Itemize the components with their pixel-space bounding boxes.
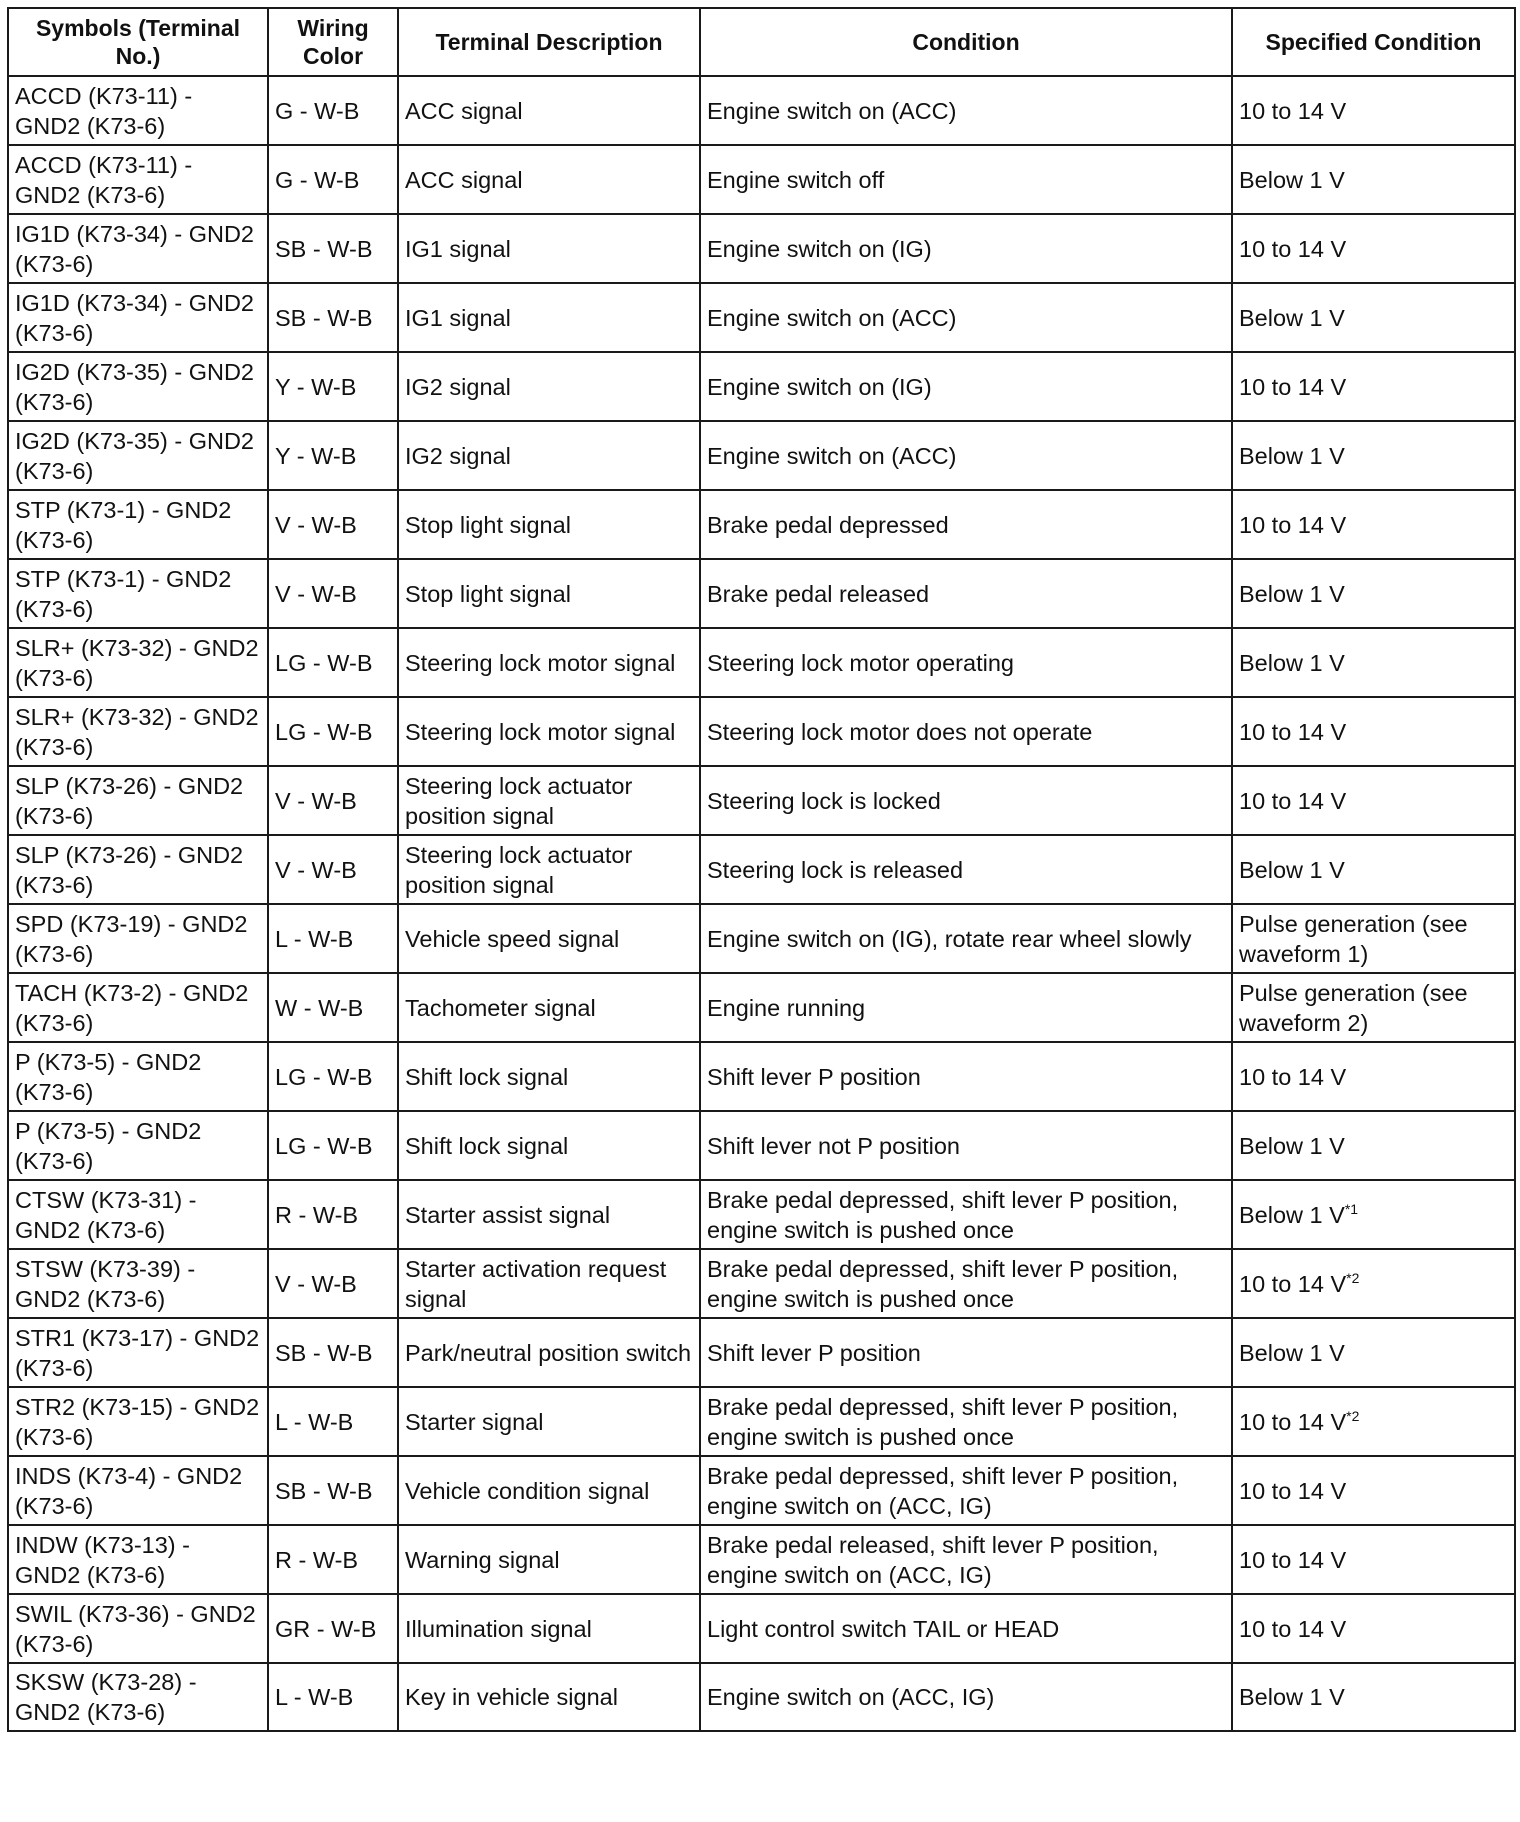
footnote-marker: *2 [1346, 1269, 1360, 1286]
cell-terminal-description-text: Illumination signal [405, 1615, 592, 1642]
cell-condition-text: Steering lock is locked [707, 787, 941, 814]
cell-symbol-text: INDW (K73-13) - GND2 (K73-6) [15, 1531, 190, 1588]
table-row [8, 1042, 1515, 1111]
cell-specified-condition-text: 10 to 14 V [1239, 1546, 1347, 1573]
cell-symbol-text: P (K73-5) - GND2 (K73-6) [15, 1048, 202, 1105]
header-wiring-color: Wiring Color [268, 8, 398, 76]
cell-condition [700, 214, 1232, 283]
cell-specified-condition-text: 10 to 14 V [1239, 718, 1347, 745]
cell-condition-text: Engine switch on (IG) [707, 373, 932, 400]
cell-symbol [8, 1249, 268, 1318]
cell-wiring-color [268, 1456, 398, 1525]
cell-condition-text: Engine switch on (IG) [707, 235, 932, 262]
cell-terminal-description-text: Stop light signal [405, 511, 571, 538]
cell-specified-condition-text: 10 to 14 V [1239, 787, 1347, 814]
cell-symbol-text: SPD (K73-19) - GND2 (K73-6) [15, 910, 248, 967]
footnote-marker: *1 [1344, 1200, 1359, 1217]
cell-terminal-description [398, 490, 700, 559]
cell-specified-condition [1232, 1111, 1515, 1180]
table-row [8, 352, 1515, 421]
header-condition: Condition [700, 8, 1232, 76]
cell-wiring-color [268, 283, 398, 352]
cell-symbol [8, 1318, 268, 1387]
cell-symbol-text: SLP (K73-26) - GND2 (K73-6) [15, 841, 244, 898]
cell-terminal-description-text: Steering lock motor signal [405, 718, 676, 745]
cell-specified-condition [1232, 835, 1515, 904]
cell-symbol-text: IG2D (K73-35) - GND2 (K73-6) [15, 427, 254, 484]
cell-terminal-description-text: Shift lock signal [405, 1132, 569, 1159]
table-body [8, 76, 1515, 1731]
cell-wiring-color [268, 421, 398, 490]
cell-condition-text: Brake pedal released [707, 580, 930, 607]
cell-wiring-color [268, 1387, 398, 1456]
table-row [8, 559, 1515, 628]
cell-condition [700, 1663, 1232, 1731]
table-row [8, 766, 1515, 835]
cell-terminal-description [398, 1180, 700, 1249]
cell-wiring-color-text: L - W-B [275, 925, 354, 952]
cell-terminal-description [398, 1594, 700, 1663]
cell-wiring-color [268, 1180, 398, 1249]
cell-wiring-color [268, 835, 398, 904]
cell-condition-text: Light control switch TAIL or HEAD [707, 1615, 1060, 1642]
table-row [8, 973, 1515, 1042]
cell-condition-text: Engine switch on (ACC) [707, 442, 957, 469]
table-row [8, 1525, 1515, 1594]
cell-specified-condition-text: 10 to 14 V [1239, 373, 1347, 400]
cell-wiring-color [268, 490, 398, 559]
cell-condition [700, 421, 1232, 490]
cell-condition [700, 145, 1232, 214]
cell-symbol [8, 421, 268, 490]
cell-terminal-description-text: IG2 signal [405, 442, 511, 469]
cell-symbol [8, 283, 268, 352]
cell-condition [700, 766, 1232, 835]
cell-condition [700, 835, 1232, 904]
cell-terminal-description-text: Steering lock actuator position signal [405, 841, 633, 898]
cell-symbol [8, 973, 268, 1042]
cell-specified-condition [1232, 421, 1515, 490]
cell-terminal-description [398, 835, 700, 904]
cell-condition-text: Shift lever P position [707, 1063, 921, 1090]
cell-symbol [8, 1594, 268, 1663]
cell-specified-condition-text: Below 1 V [1239, 856, 1345, 883]
cell-symbol [8, 628, 268, 697]
header-specified-condition: Specified Condition [1232, 8, 1515, 76]
cell-wiring-color [268, 973, 398, 1042]
cell-terminal-description [398, 1456, 700, 1525]
cell-specified-condition [1232, 1456, 1515, 1525]
cell-wiring-color-text: SB - W-B [275, 304, 373, 331]
table-row [8, 1180, 1515, 1249]
cell-wiring-color-text: LG - W-B [275, 1063, 373, 1090]
cell-symbol [8, 1663, 268, 1731]
cell-specified-condition [1232, 1387, 1515, 1456]
cell-terminal-description [398, 628, 700, 697]
cell-terminal-description-text: Park/neutral position switch [405, 1339, 692, 1366]
cell-symbol-text: TACH (K73-2) - GND2 (K73-6) [15, 979, 249, 1036]
cell-symbol-text: ACCD (K73-11) - GND2 (K73-6) [15, 82, 193, 139]
cell-specified-condition-text: Below 1 V [1239, 580, 1345, 607]
cell-terminal-description [398, 559, 700, 628]
cell-terminal-description [398, 214, 700, 283]
cell-condition-text: Engine running [707, 994, 866, 1021]
cell-terminal-description [398, 697, 700, 766]
cell-wiring-color-text: GR - W-B [275, 1615, 377, 1642]
cell-terminal-description-text: Steering lock actuator position signal [405, 772, 633, 829]
cell-terminal-description-text: Vehicle condition signal [405, 1477, 650, 1504]
cell-wiring-color [268, 1249, 398, 1318]
cell-terminal-description [398, 145, 700, 214]
cell-wiring-color [268, 559, 398, 628]
cell-wiring-color [268, 766, 398, 835]
cell-wiring-color-text: V - W-B [275, 856, 357, 883]
cell-symbol-text: IG1D (K73-34) - GND2 (K73-6) [15, 289, 254, 346]
cell-specified-condition-text: Below 1 V [1239, 1201, 1345, 1228]
cell-specified-condition-text: 10 to 14 V [1239, 97, 1347, 124]
cell-terminal-description-text: Stop light signal [405, 580, 571, 607]
cell-terminal-description [398, 283, 700, 352]
cell-wiring-color-text: LG - W-B [275, 1132, 373, 1159]
cell-symbol [8, 904, 268, 973]
table-row [8, 1318, 1515, 1387]
cell-condition-text: Shift lever P position [707, 1339, 921, 1366]
table-row [8, 214, 1515, 283]
cell-wiring-color [268, 214, 398, 283]
cell-wiring-color [268, 697, 398, 766]
cell-condition-text: Brake pedal depressed [707, 511, 949, 538]
table-row [8, 283, 1515, 352]
cell-terminal-description-text: IG1 signal [405, 235, 511, 262]
cell-symbol-text: P (K73-5) - GND2 (K73-6) [15, 1117, 202, 1174]
footnote-marker: *2 [1346, 1407, 1360, 1424]
cell-condition [700, 490, 1232, 559]
cell-symbol [8, 1525, 268, 1594]
cell-terminal-description-text: Starter activation request signal [405, 1255, 667, 1312]
cell-condition [700, 697, 1232, 766]
cell-specified-condition [1232, 1525, 1515, 1594]
cell-wiring-color-text: R - W-B [275, 1546, 359, 1573]
cell-specified-condition-text: Pulse generation (see waveform 1) [1239, 910, 1468, 967]
cell-terminal-description-text: Warning signal [405, 1546, 560, 1573]
cell-specified-condition [1232, 766, 1515, 835]
cell-condition-text: Steering lock motor does not operate [707, 718, 1093, 745]
cell-symbol-text: STR1 (K73-17) - GND2 (K73-6) [15, 1324, 260, 1381]
cell-specified-condition-text: Below 1 V [1239, 166, 1345, 193]
cell-wiring-color-text: V - W-B [275, 787, 357, 814]
cell-terminal-description-text: ACC signal [405, 97, 523, 124]
cell-specified-condition [1232, 1318, 1515, 1387]
cell-condition [700, 1042, 1232, 1111]
cell-specified-condition-text: Below 1 V [1239, 442, 1345, 469]
cell-specified-condition-text: 10 to 14 V [1239, 1615, 1347, 1642]
cell-condition [700, 1180, 1232, 1249]
cell-terminal-description-text: ACC signal [405, 166, 523, 193]
cell-specified-condition [1232, 628, 1515, 697]
cell-specified-condition [1232, 76, 1515, 145]
cell-wiring-color [268, 76, 398, 145]
cell-specified-condition-text: Below 1 V [1239, 1684, 1345, 1710]
cell-symbol-text: STSW (K73-39) - GND2 (K73-6) [15, 1255, 196, 1312]
cell-terminal-description [398, 1042, 700, 1111]
cell-wiring-color-text: G - W-B [275, 97, 360, 124]
cell-condition [700, 559, 1232, 628]
cell-wiring-color-text: G - W-B [275, 166, 360, 193]
cell-wiring-color [268, 145, 398, 214]
cell-specified-condition-text: 10 to 14 V [1239, 1477, 1347, 1504]
table-row [8, 697, 1515, 766]
cell-terminal-description-text: Starter assist signal [405, 1201, 611, 1228]
cell-symbol [8, 1111, 268, 1180]
cell-specified-condition-text: Below 1 V [1239, 1132, 1345, 1159]
cell-terminal-description-text: Steering lock motor signal [405, 649, 676, 676]
cell-terminal-description-text: Vehicle speed signal [405, 925, 620, 952]
cell-terminal-description [398, 352, 700, 421]
cell-specified-condition-text: Pulse generation (see waveform 2) [1239, 979, 1468, 1036]
cell-symbol-text: ACCD (K73-11) - GND2 (K73-6) [15, 151, 193, 208]
cell-wiring-color [268, 1525, 398, 1594]
cell-terminal-description [398, 904, 700, 973]
cell-symbol [8, 559, 268, 628]
cell-terminal-description [398, 1111, 700, 1180]
table-row [8, 835, 1515, 904]
cell-condition-text: Engine switch off [707, 166, 885, 193]
cell-condition [700, 1387, 1232, 1456]
table-row [8, 490, 1515, 559]
cell-specified-condition-text: Below 1 V [1239, 304, 1345, 331]
cell-condition [700, 76, 1232, 145]
cell-terminal-description [398, 76, 700, 145]
cell-wiring-color-text: V - W-B [275, 580, 357, 607]
cell-specified-condition [1232, 1180, 1515, 1249]
cell-wiring-color [268, 1111, 398, 1180]
cell-wiring-color-text: SB - W-B [275, 235, 373, 262]
cell-wiring-color-text: SB - W-B [275, 1339, 373, 1366]
terminal-spec-table [7, 7, 1516, 1732]
cell-symbol [8, 835, 268, 904]
cell-specified-condition-text: 10 to 14 V [1239, 1270, 1347, 1297]
cell-wiring-color-text: Y - W-B [275, 442, 357, 469]
table-row [8, 1249, 1515, 1318]
cell-specified-condition [1232, 973, 1515, 1042]
cell-condition [700, 1318, 1232, 1387]
cell-symbol-text: STP (K73-1) - GND2 (K73-6) [15, 565, 232, 622]
cell-terminal-description [398, 1249, 700, 1318]
cell-condition-text: Engine switch on (IG), rotate rear wheel slowly [707, 925, 1192, 952]
cell-wiring-color-text: LG - W-B [275, 718, 373, 745]
cell-condition [700, 352, 1232, 421]
cell-symbol-text: INDS (K73-4) - GND2 (K73-6) [15, 1462, 243, 1519]
table-row [8, 421, 1515, 490]
cell-wiring-color [268, 628, 398, 697]
cell-condition [700, 1594, 1232, 1663]
cell-terminal-description-text: Tachometer signal [405, 994, 596, 1021]
cell-wiring-color-text: L - W-B [275, 1684, 354, 1710]
table-row [8, 904, 1515, 973]
cell-wiring-color [268, 1318, 398, 1387]
cell-symbol [8, 766, 268, 835]
cell-condition-text: Steering lock motor operating [707, 649, 1014, 676]
cell-specified-condition [1232, 697, 1515, 766]
cell-symbol-text: SLP (K73-26) - GND2 (K73-6) [15, 772, 244, 829]
cell-condition-text: Engine switch on (ACC) [707, 304, 957, 331]
table-row [8, 76, 1515, 145]
cell-specified-condition [1232, 904, 1515, 973]
cell-wiring-color [268, 352, 398, 421]
cell-symbol [8, 490, 268, 559]
table-row [8, 1387, 1515, 1456]
cell-terminal-description [398, 1318, 700, 1387]
cell-specified-condition-text: Below 1 V [1239, 1339, 1345, 1366]
cell-condition [700, 1525, 1232, 1594]
cell-terminal-description [398, 766, 700, 835]
cell-wiring-color-text: SB - W-B [275, 1477, 373, 1504]
cell-condition-text: Engine switch on (ACC, IG) [707, 1684, 995, 1710]
cell-wiring-color-text: R - W-B [275, 1201, 359, 1228]
cell-specified-condition [1232, 559, 1515, 628]
cell-condition-text: Brake pedal depressed, shift lever P position, engine switch is pushed once [707, 1186, 1179, 1243]
cell-condition [700, 1249, 1232, 1318]
cell-specified-condition [1232, 352, 1515, 421]
cell-terminal-description [398, 1387, 700, 1456]
table-row [8, 628, 1515, 697]
cell-symbol-text: STR2 (K73-15) - GND2 (K73-6) [15, 1393, 260, 1450]
cell-terminal-description-text: Starter signal [405, 1408, 544, 1435]
cell-symbol-text: SKSW (K73-28) - GND2 (K73-6) [15, 1669, 197, 1725]
cell-symbol-text: IG2D (K73-35) - GND2 (K73-6) [15, 358, 254, 415]
cell-symbol [8, 1042, 268, 1111]
cell-symbol [8, 1456, 268, 1525]
cell-specified-condition [1232, 145, 1515, 214]
cell-wiring-color-text: V - W-B [275, 511, 357, 538]
cell-symbol-text: IG1D (K73-34) - GND2 (K73-6) [15, 220, 254, 277]
table-header [8, 8, 1515, 76]
cell-specified-condition-text: 10 to 14 V [1239, 1408, 1347, 1435]
cell-specified-condition [1232, 490, 1515, 559]
table-row [8, 1111, 1515, 1180]
cell-condition [700, 973, 1232, 1042]
cell-symbol-text: STP (K73-1) - GND2 (K73-6) [15, 496, 232, 553]
cell-terminal-description-text: Shift lock signal [405, 1063, 569, 1090]
cell-symbol [8, 1180, 268, 1249]
table-row [8, 1456, 1515, 1525]
cell-symbol [8, 76, 268, 145]
cell-specified-condition [1232, 1249, 1515, 1318]
cell-wiring-color [268, 1042, 398, 1111]
cell-symbol [8, 352, 268, 421]
table-row [8, 1663, 1515, 1731]
header-terminal-description: Terminal Description [398, 8, 700, 76]
cell-wiring-color-text: W - W-B [275, 994, 364, 1021]
cell-condition-text: Brake pedal depressed, shift lever P position, engine switch on (ACC, IG) [707, 1462, 1179, 1519]
cell-specified-condition [1232, 1042, 1515, 1111]
cell-condition [700, 283, 1232, 352]
cell-symbol [8, 1387, 268, 1456]
cell-condition [700, 1456, 1232, 1525]
cell-symbol [8, 214, 268, 283]
header-row [8, 8, 1515, 76]
cell-symbol [8, 697, 268, 766]
cell-symbol [8, 145, 268, 214]
cell-specified-condition-text: 10 to 14 V [1239, 511, 1347, 538]
cell-terminal-description [398, 973, 700, 1042]
cell-symbol-text: SLR+ (K73-32) - GND2 (K73-6) [15, 703, 259, 760]
cell-condition [700, 904, 1232, 973]
cell-condition-text: Brake pedal depressed, shift lever P position, engine switch is pushed once [707, 1393, 1179, 1450]
cell-terminal-description [398, 421, 700, 490]
cell-symbol-text: CTSW (K73-31) - GND2 (K73-6) [15, 1186, 197, 1243]
cell-wiring-color [268, 1594, 398, 1663]
cell-terminal-description-text: IG1 signal [405, 304, 511, 331]
cell-condition-text: Shift lever not P position [707, 1132, 960, 1159]
cell-condition-text: Engine switch on (ACC) [707, 97, 957, 124]
cell-condition-text: Brake pedal released, shift lever P position, engine switch on (ACC, IG) [707, 1531, 1159, 1588]
cell-specified-condition [1232, 1594, 1515, 1663]
header-symbols: Symbols (Terminal No.) [8, 8, 268, 76]
cell-condition-text: Steering lock is released [707, 856, 964, 883]
cell-terminal-description [398, 1663, 700, 1731]
cell-wiring-color [268, 1663, 398, 1731]
cell-specified-condition-text: 10 to 14 V [1239, 1063, 1347, 1090]
cell-specified-condition-text: 10 to 14 V [1239, 235, 1347, 262]
cell-symbol-text: SLR+ (K73-32) - GND2 (K73-6) [15, 634, 259, 691]
cell-condition [700, 628, 1232, 697]
cell-terminal-description-text: IG2 signal [405, 373, 511, 400]
table-row [8, 145, 1515, 214]
table-row [8, 1594, 1515, 1663]
cell-wiring-color-text: L - W-B [275, 1408, 354, 1435]
cell-specified-condition [1232, 1663, 1515, 1731]
cell-condition [700, 1111, 1232, 1180]
cell-specified-condition [1232, 214, 1515, 283]
cell-wiring-color-text: LG - W-B [275, 649, 373, 676]
cell-terminal-description [398, 1525, 700, 1594]
cell-condition-text: Brake pedal depressed, shift lever P position, engine switch is pushed once [707, 1255, 1179, 1312]
cell-wiring-color [268, 904, 398, 973]
cell-symbol-text: SWIL (K73-36) - GND2 (K73-6) [15, 1600, 256, 1657]
cell-wiring-color-text: Y - W-B [275, 373, 357, 400]
cell-specified-condition-text: Below 1 V [1239, 649, 1345, 676]
cell-specified-condition [1232, 283, 1515, 352]
cell-terminal-description-text: Key in vehicle signal [405, 1684, 618, 1710]
cell-wiring-color-text: V - W-B [275, 1270, 357, 1297]
